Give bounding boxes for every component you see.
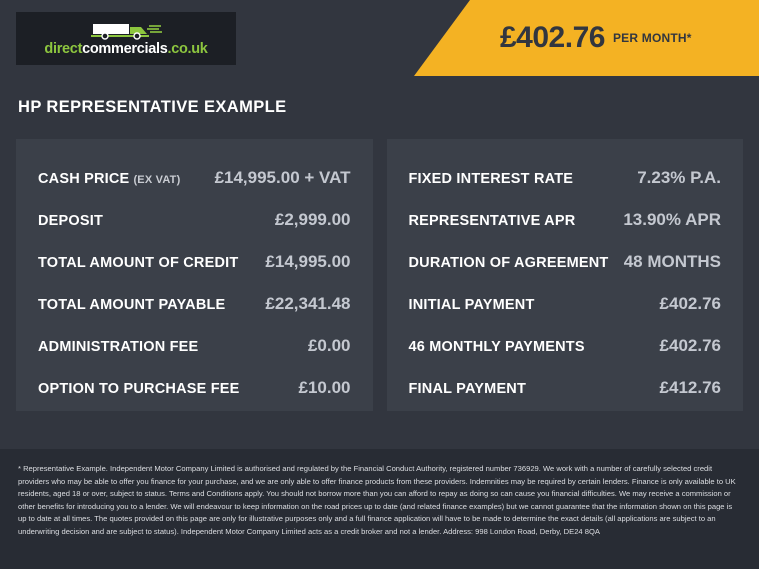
finance-details-panels (16, 139, 743, 411)
row-label-text: CASH PRICE (38, 171, 130, 187)
row-value: £402.76 (659, 294, 721, 313)
row-label: FIXED INTEREST RATE (408, 171, 574, 187)
table-row (409, 241, 722, 283)
row-label: INITIAL PAYMENT (408, 297, 535, 313)
row-label: 46 MONTHLY PAYMENTS (408, 339, 585, 355)
row-label: REPRESENTATIVE APR (408, 213, 576, 229)
row-label (38, 171, 180, 187)
row-value: 48 MONTHS (623, 252, 721, 271)
monthly-price-suffix: PER MONTH* (612, 31, 692, 45)
row-value: £22,341.48 (265, 294, 351, 313)
logo-wordmark (44, 42, 207, 57)
company-logo[interactable] (16, 12, 236, 65)
row-label: DEPOSIT (38, 213, 104, 229)
row-value: £2,999.00 (274, 210, 351, 229)
page-header (0, 0, 759, 76)
row-label: ADMINISTRATION FEE (38, 339, 199, 355)
table-row (38, 241, 351, 283)
right-details-panel (387, 139, 744, 411)
monthly-price-amount: £402.76 (500, 21, 605, 54)
logo-text-direct: direct (44, 41, 83, 58)
row-value: £402.76 (659, 336, 721, 355)
row-label: TOTAL AMOUNT OF CREDIT (38, 255, 239, 271)
row-label: TOTAL AMOUNT PAYABLE (38, 297, 226, 313)
disclaimer-text: * Representative Example. Independent Motor Company Limited is authorised and regulated by the Financial Conduct Authority, registered number 736929. We work with a number of carefully selected credit providers who may be able to offer you finance for your purchase, and we are only able to offer finance products from these providers. Indemnities may be required by certain lenders. Finance is only available to UK residents, aged 18 or over, subject to status. Terms and Conditions apply. You should not borrow more than you can afford to repay as doing so can cause you financial difficulties. We may receive a commission or other benefits for introducing you to a lender. We will endeavour to keep information on the road prices up to date (and related finance examples) but we cannot guarantee that the information shown on this page is up to date at all times. The quotes provided on this page are only for illustrative purposes only and a full finance application will have to be made to determine the exact details (all applications are subject to an underwriting decision and are subject to status). Independent Motor Company Limited acts as a credit broker and not a lender. Address: 998 London Road, Derby, DE24 8QA (18, 464, 736, 536)
table-row (38, 283, 351, 325)
table-row (409, 283, 722, 325)
row-value: 7.23% P.A. (637, 168, 721, 187)
page-title: HP REPRESENTATIVE EXAMPLE (18, 98, 287, 116)
footer-disclaimer (0, 449, 759, 569)
logo-text-domain: .co.uk (167, 41, 208, 58)
table-row (38, 325, 351, 367)
truck-icon (89, 20, 163, 40)
row-value: £14,995.00 (265, 252, 351, 271)
row-label: DURATION OF AGREEMENT (408, 255, 609, 271)
logo-text-commercials: commercials (82, 41, 168, 58)
table-row (409, 199, 722, 241)
left-details-panel (16, 139, 373, 411)
row-value: 13.90% APR (623, 210, 721, 229)
row-label: OPTION TO PURCHASE FEE (38, 381, 240, 397)
row-label: FINAL PAYMENT (408, 381, 527, 397)
table-row (38, 367, 351, 409)
row-value: £10.00 (298, 378, 351, 397)
row-value: £0.00 (307, 336, 351, 355)
row-sublabel: (EX VAT) (133, 174, 181, 186)
table-row (409, 325, 722, 367)
table-row (409, 367, 722, 409)
table-row (409, 157, 722, 199)
row-value: £14,995.00 + VAT (214, 168, 351, 187)
monthly-price-band (470, 0, 759, 76)
table-row (38, 157, 351, 199)
table-row (38, 199, 351, 241)
row-value: £412.76 (659, 378, 721, 397)
